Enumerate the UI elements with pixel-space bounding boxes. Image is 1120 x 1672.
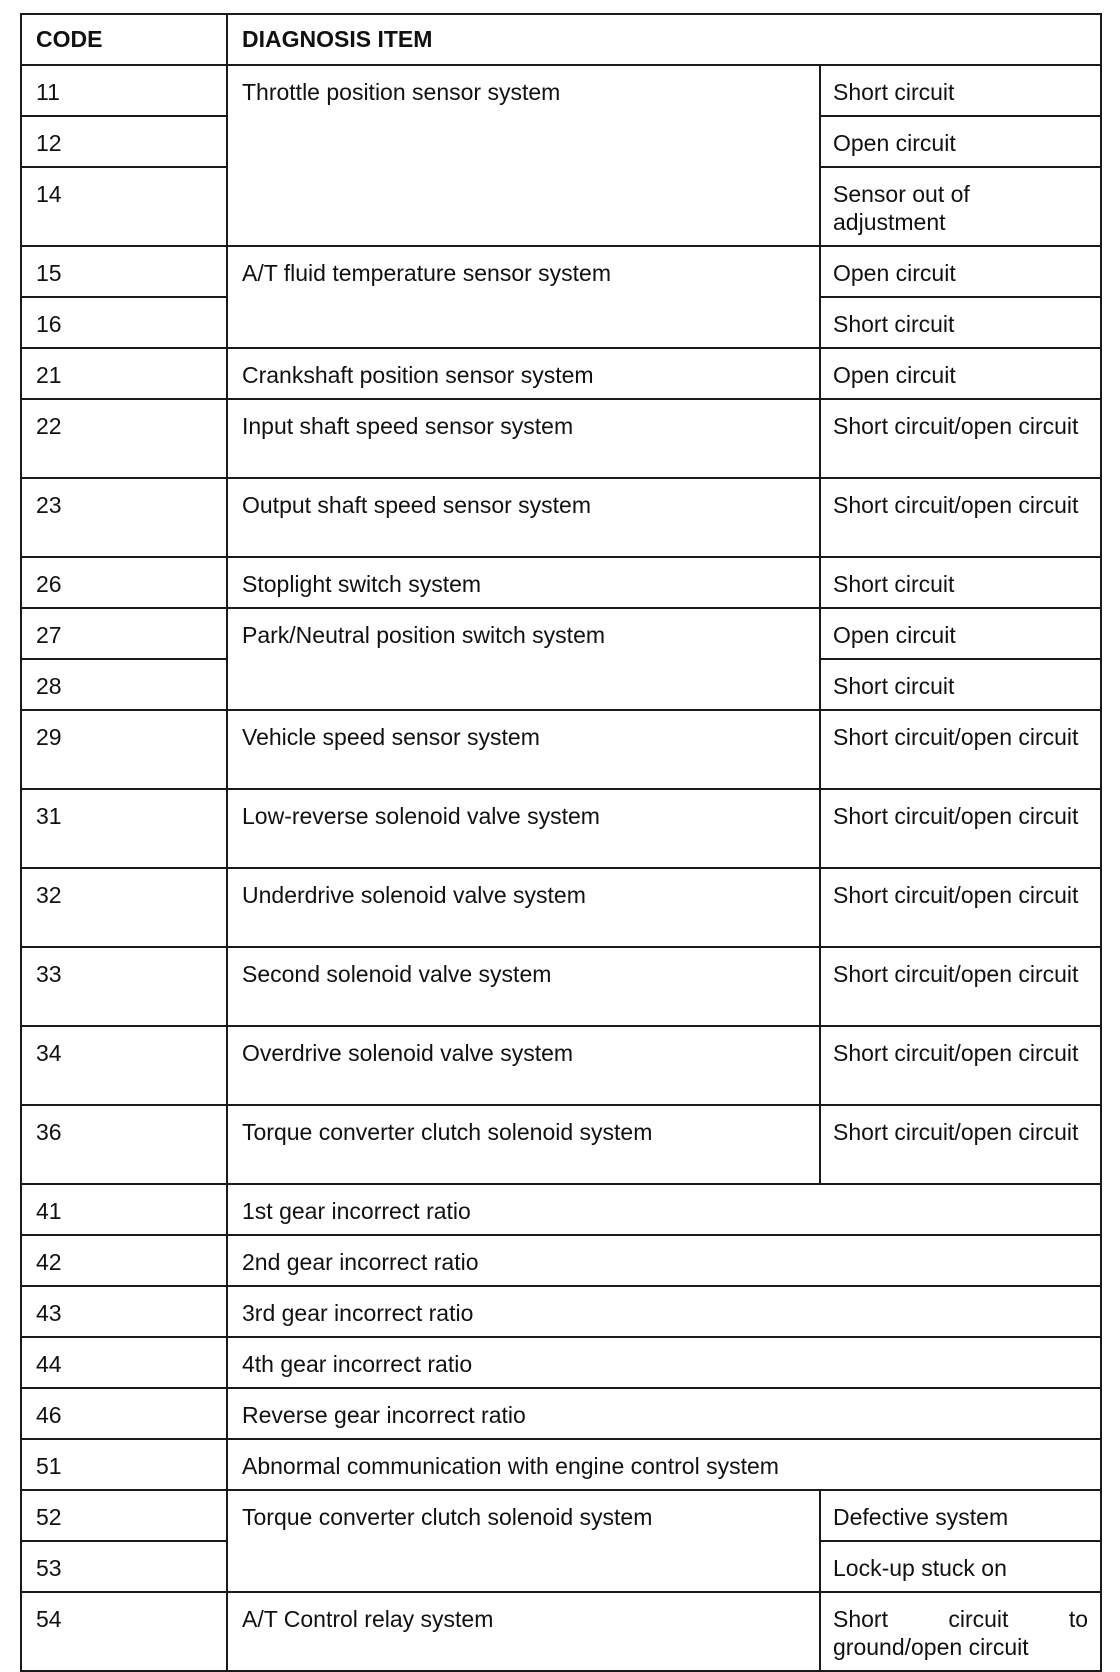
table-row	[21, 710, 1101, 789]
condition-cell: Short circuit	[820, 659, 1101, 710]
diagnosis-cell: Stoplight switch system	[227, 557, 820, 608]
table-row	[21, 1337, 1101, 1388]
code-cell: 21	[21, 348, 227, 399]
code-header: CODE	[21, 14, 227, 65]
code-cell: 23	[21, 478, 227, 557]
diagnosis-cell: Throttle position sensor system	[227, 65, 820, 246]
code-cell: 46	[21, 1388, 227, 1439]
table-row	[21, 65, 1101, 116]
table-row	[21, 1026, 1101, 1105]
table-row	[21, 348, 1101, 399]
condition-cell: Short circuit to ground/open circuit	[820, 1592, 1101, 1671]
diagnosis-cell: Abnormal communication with engine control system	[227, 1439, 1101, 1490]
diagnosis-cell: Vehicle speed sensor system	[227, 710, 820, 789]
diagnosis-cell: Crankshaft position sensor system	[227, 348, 820, 399]
code-cell: 29	[21, 710, 227, 789]
diagnosis-cell: Torque converter clutch solenoid system	[227, 1105, 820, 1184]
condition-cell: Open circuit	[820, 116, 1101, 167]
condition-cell: Sensor out of adjustment	[820, 167, 1101, 246]
code-cell: 34	[21, 1026, 227, 1105]
code-cell: 44	[21, 1337, 227, 1388]
condition-cell: Short circuit/open circuit	[820, 947, 1101, 1026]
code-cell: 36	[21, 1105, 227, 1184]
code-cell: 12	[21, 116, 227, 167]
diagnosis-cell: Second solenoid valve system	[227, 947, 820, 1026]
code-cell: 42	[21, 1235, 227, 1286]
code-cell: 16	[21, 297, 227, 348]
table-row	[21, 1439, 1101, 1490]
diagnosis-cell: 4th gear incorrect ratio	[227, 1337, 1101, 1388]
diagnosis-cell: 1st gear incorrect ratio	[227, 1184, 1101, 1235]
condition-cell: Open circuit	[820, 348, 1101, 399]
code-cell: 14	[21, 167, 227, 246]
diagnosis-cell: A/T Control relay system	[227, 1592, 820, 1671]
table-row	[21, 608, 1101, 659]
diagnosis-cell: Input shaft speed sensor system	[227, 399, 820, 478]
table-row	[21, 1490, 1101, 1541]
condition-cell: Short circuit	[820, 557, 1101, 608]
condition-cell: Short circuit	[820, 297, 1101, 348]
code-cell: 27	[21, 608, 227, 659]
code-cell: 11	[21, 65, 227, 116]
condition-cell: Lock-up stuck on	[820, 1541, 1101, 1592]
code-cell: 54	[21, 1592, 227, 1671]
table-row	[21, 1105, 1101, 1184]
condition-cell: Short circuit/open circuit	[820, 868, 1101, 947]
table-row	[21, 478, 1101, 557]
table-row	[21, 868, 1101, 947]
condition-cell: Open circuit	[820, 608, 1101, 659]
code-cell: 33	[21, 947, 227, 1026]
table-row	[21, 947, 1101, 1026]
diagnosis-code-table	[20, 13, 1102, 1672]
diagnosis-cell: Low-reverse solenoid valve system	[227, 789, 820, 868]
diagnosis-cell: Output shaft speed sensor system	[227, 478, 820, 557]
code-cell: 28	[21, 659, 227, 710]
condition-cell: Defective system	[820, 1490, 1101, 1541]
condition-cell: Short circuit/open circuit	[820, 789, 1101, 868]
diagnosis-item-header: DIAGNOSIS ITEM	[227, 14, 1101, 65]
table-row	[21, 399, 1101, 478]
code-cell: 32	[21, 868, 227, 947]
header-row	[21, 14, 1101, 65]
condition-cell: Open circuit	[820, 246, 1101, 297]
table-row	[21, 1286, 1101, 1337]
diagnosis-cell: 3rd gear incorrect ratio	[227, 1286, 1101, 1337]
diagnosis-cell: 2nd gear incorrect ratio	[227, 1235, 1101, 1286]
diagnosis-cell: Underdrive solenoid valve system	[227, 868, 820, 947]
table-row	[21, 1592, 1101, 1671]
code-cell: 26	[21, 557, 227, 608]
code-cell: 43	[21, 1286, 227, 1337]
condition-cell: Short circuit/open circuit	[820, 710, 1101, 789]
table-row	[21, 789, 1101, 868]
diagnosis-cell: A/T fluid temperature sensor system	[227, 246, 820, 348]
table-row	[21, 557, 1101, 608]
condition-cell: Short circuit/open circuit	[820, 478, 1101, 557]
table-row	[21, 1184, 1101, 1235]
condition-cell: Short circuit/open circuit	[820, 399, 1101, 478]
table-row	[21, 246, 1101, 297]
diagnosis-cell: Torque converter clutch solenoid system	[227, 1490, 820, 1592]
code-cell: 52	[21, 1490, 227, 1541]
code-cell: 15	[21, 246, 227, 297]
diagnosis-cell: Overdrive solenoid valve system	[227, 1026, 820, 1105]
code-cell: 53	[21, 1541, 227, 1592]
condition-cell: Short circuit/open circuit	[820, 1105, 1101, 1184]
table-row	[21, 1388, 1101, 1439]
diagnosis-cell: Park/Neutral position switch system	[227, 608, 820, 710]
diagnosis-cell: Reverse gear incorrect ratio	[227, 1388, 1101, 1439]
condition-cell: Short circuit	[820, 65, 1101, 116]
code-cell: 41	[21, 1184, 227, 1235]
code-cell: 51	[21, 1439, 227, 1490]
code-cell: 31	[21, 789, 227, 868]
condition-cell: Short circuit/open circuit	[820, 1026, 1101, 1105]
table-row	[21, 1235, 1101, 1286]
code-cell: 22	[21, 399, 227, 478]
